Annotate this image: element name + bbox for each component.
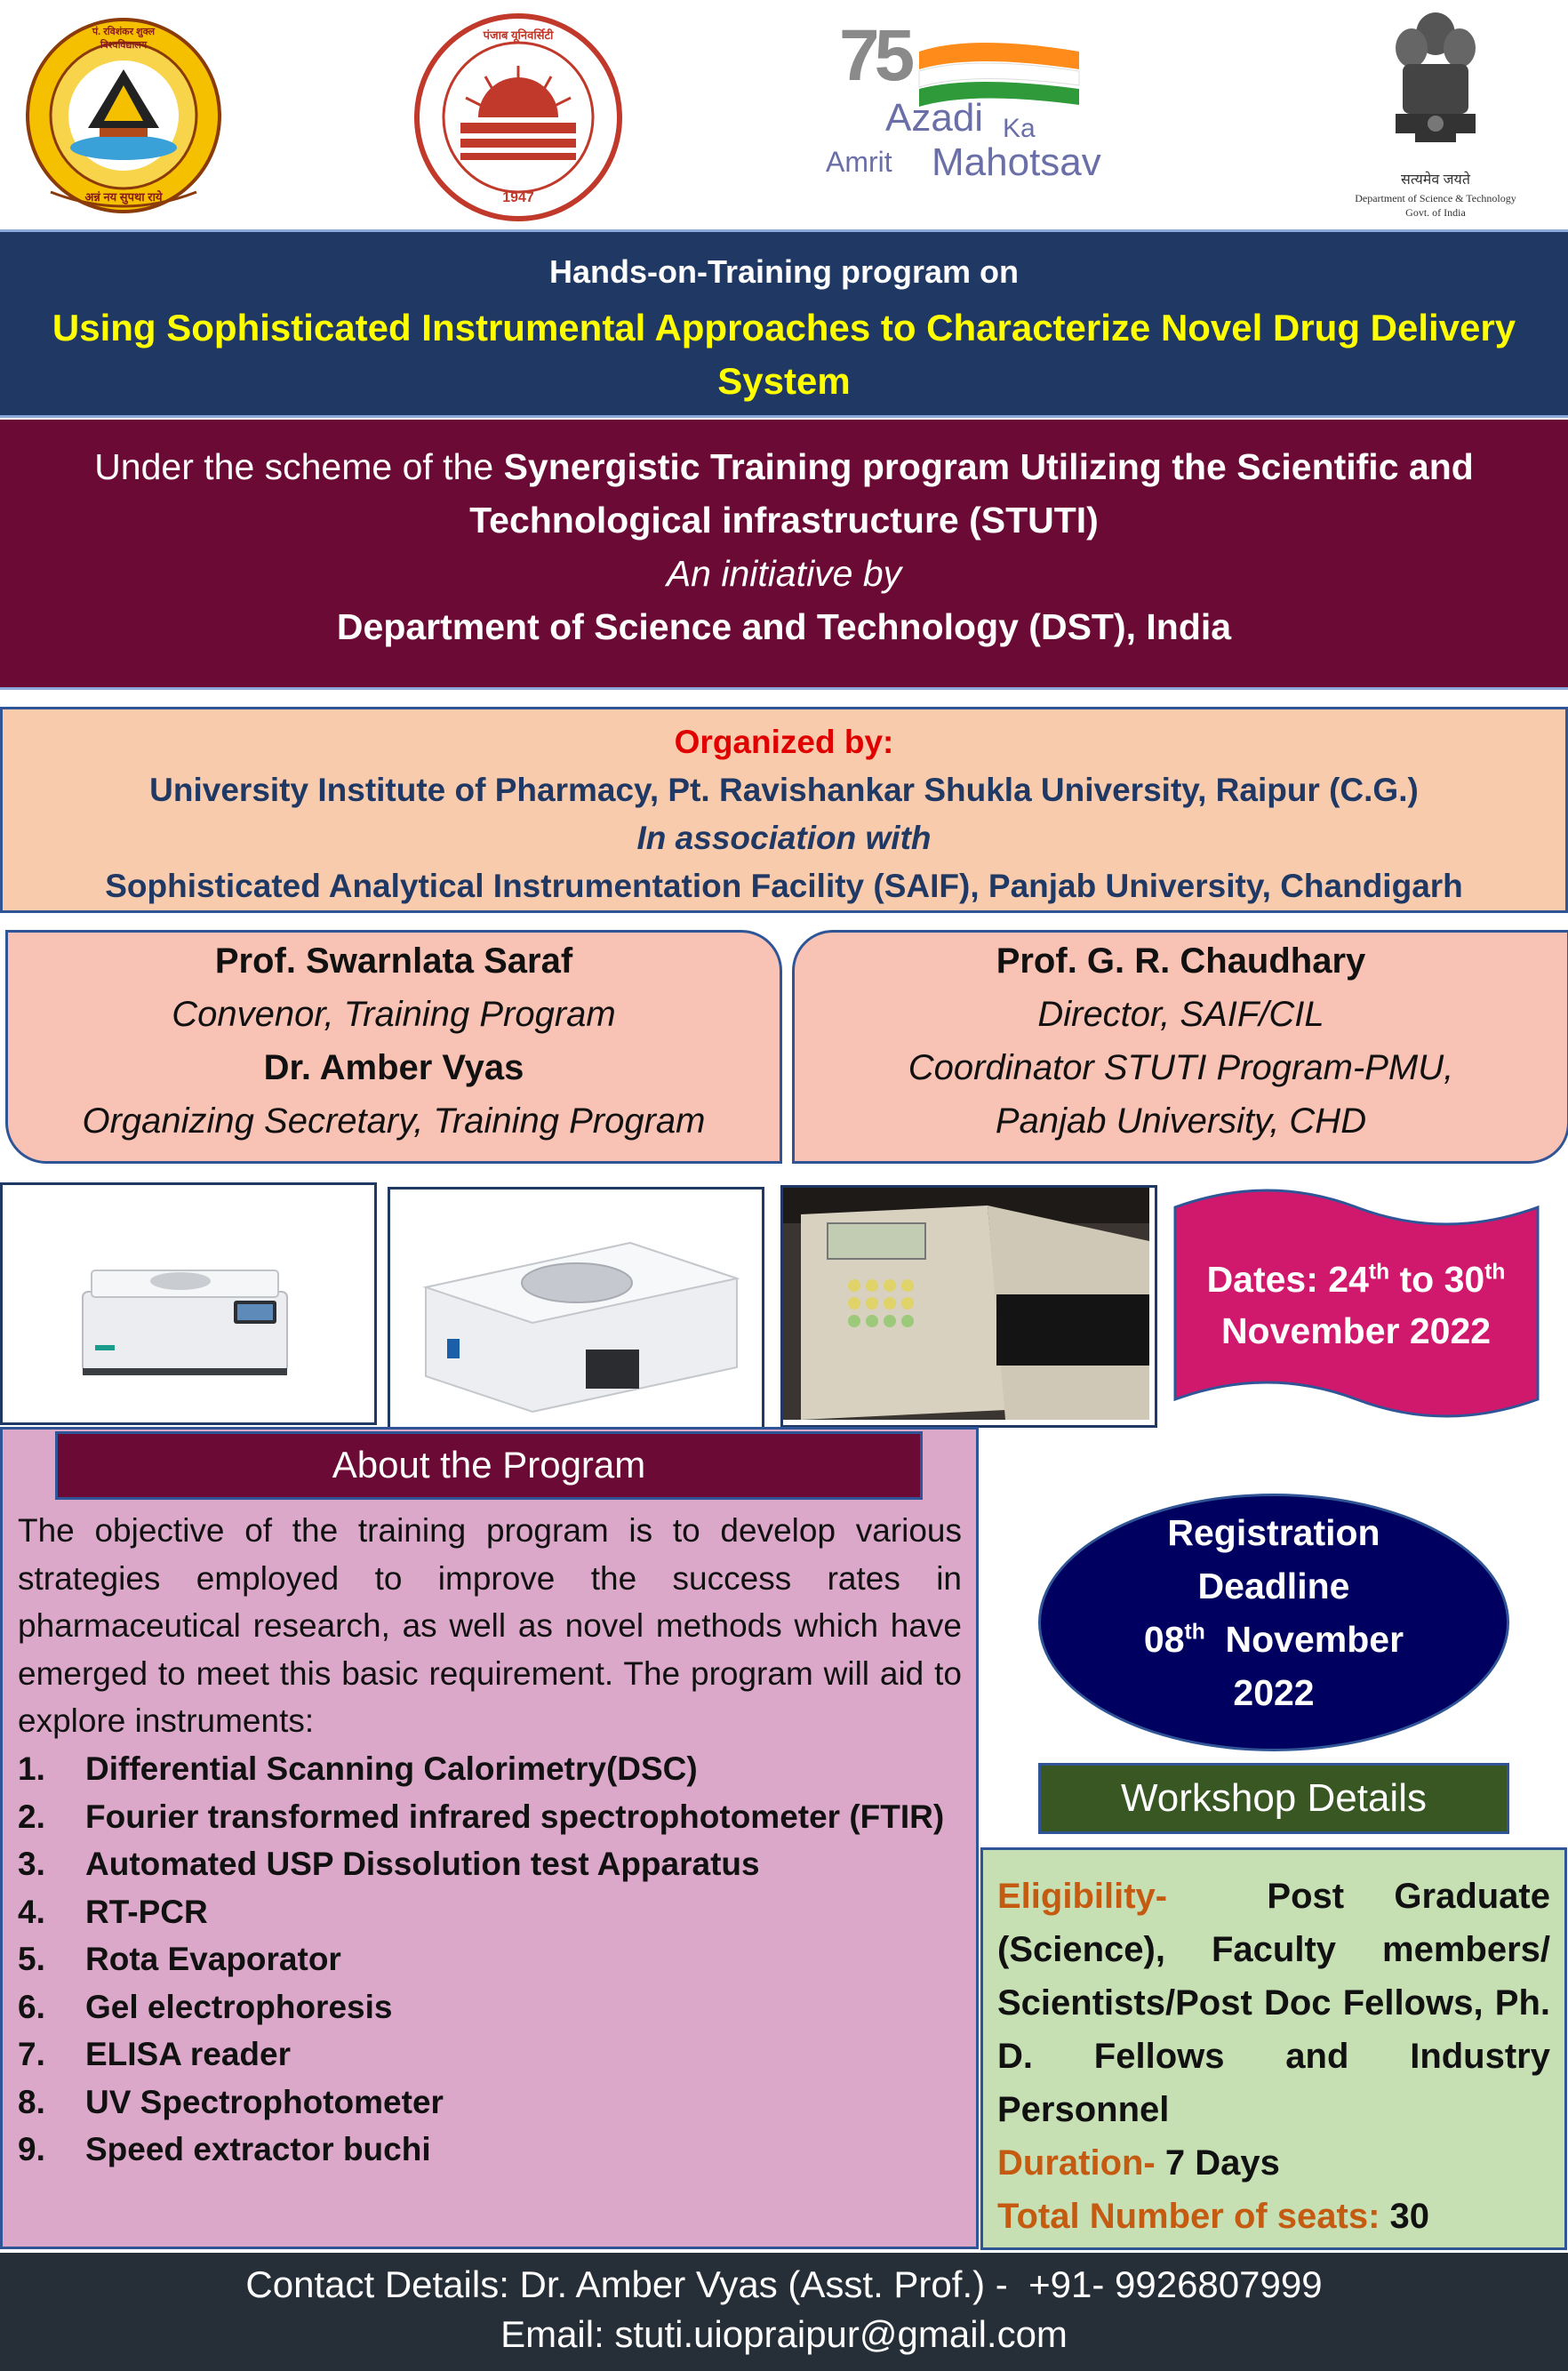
eligibility-text: Post Graduate (Science), Faculty members/ Scientists/Post Doc Fellows, Ph. D. Fellows and Industry Personnel [997,1877,1550,2129]
duration-row [997,2136,1550,2190]
panjab-university-logo [405,12,631,222]
duration-label: Duration- [997,2143,1156,2183]
eligibility-label: Eligibility- [997,1877,1168,1916]
instrument-list [18,1745,960,2174]
logos-row [0,0,1568,229]
azadi-logo-mahotsav-text: Mahotsav [932,140,1101,184]
list-item-label: Automated USP Dissolution test Apparatus [85,1846,760,1882]
deadline-month: November [1204,1619,1404,1660]
scheme-name-part1: Synergistic Training program Utilizing the Scientific and [503,446,1474,487]
dates-end-suffix: th [1484,1260,1506,1285]
prsu-logo-top-text: पं. रविशंकर शुक्ल विश्वविद्यालय [92,27,156,51]
seats-row [997,2190,1550,2243]
azadi-logo-number: 75 [839,15,910,96]
list-item-number: 5. [18,1941,45,1977]
workshop-details-header: Workshop Details [1038,1763,1509,1834]
azadi-logo-ka-text: Ka [1003,114,1036,143]
list-item-number: 9. [18,2131,45,2167]
seats-label: Total Number of seats: [997,2197,1380,2236]
list-item [18,1840,960,1888]
prsu-logo-motto: अन्नं नय सुपथा राये [84,190,163,204]
convenor-role: Convenor, Training Program [172,995,616,1034]
deadline-year: 2022 [1233,1672,1315,1713]
convenor-name: Prof. Swarnlata Saraf [214,941,573,981]
list-item-label: Differential Scanning Calorimetry(DSC) [85,1750,698,1787]
list-item-label: Gel electrophoresis [85,1988,393,2025]
list-item-number: 8. [18,2083,45,2120]
azadi-logo-amrit-text: Amrit [826,146,892,178]
dst-logo-line2: Govt. of India [1405,206,1466,219]
azadi-ka-amrit-mahotsav-logo [821,14,1132,192]
coordinator-role: Coordinator STUTI Program-PMU, [908,1048,1454,1087]
dst-govt-of-india-logo [1324,9,1547,226]
registration-deadline-badge [1038,1494,1509,1751]
list-item-number: 6. [18,1988,45,2025]
list-item [18,1888,960,1936]
organizer-institution: University Institute of Pharmacy, Pt. Ravishankar Shukla University, Raipur (C.G.) [149,772,1419,808]
eligibility-paragraph [997,1870,1550,2136]
convenor-box [5,930,782,1164]
director-university: Panjab University, CHD [995,1101,1367,1141]
list-item-number: 2. [18,1798,45,1835]
scheme-line1 [36,446,1532,488]
duration-value: 7 Days [1155,2143,1280,2183]
dates-start-suffix: th [1368,1260,1390,1285]
list-item [18,1983,960,2031]
list-item [18,1793,960,1841]
list-item-number: 3. [18,1846,45,1882]
dates-line1 [1172,1259,1540,1301]
list-item-label: ELISA reader [85,2036,291,2072]
tga-instrument-image [388,1187,764,1430]
director-name: Prof. G. R. Chaudhary [996,941,1366,981]
prsu-university-logo [15,14,232,220]
organized-by-label: Organized by: [674,724,894,760]
list-item [18,2126,960,2174]
workshop-details-box [980,1847,1567,2250]
organizing-secretary-name: Dr. Amber Vyas [263,1048,524,1087]
deadline-day-suffix: th [1184,1620,1205,1645]
ashoka-emblem-icon [1388,9,1483,160]
wave-banner-shape [1172,1182,1540,1424]
list-item-label: UV Spectrophotometer [85,2083,444,2120]
list-item-label: RT-PCR [85,1893,208,1930]
about-program-header: About the Program [55,1431,923,1500]
organized-by-band [0,707,1568,913]
title-intro: Hands-on-Training program on [549,253,1019,290]
list-item-number: 1. [18,1750,45,1787]
list-item-label: Fourier transformed infrared spectrophotometer (FTIR) [85,1798,945,1835]
scheme-name-part2: Technological infrastructure (STUTI) [469,500,1099,541]
seats-value: 30 [1380,2197,1430,2236]
director-role: Director, SAIF/CIL [1037,995,1324,1034]
panjab-logo-top-text: पंजाब यूनिवर्सिटी [483,28,554,42]
list-item [18,2079,960,2127]
contact-email: Email: stuti.uiopraipur@gmail.com [500,2313,1068,2355]
dates-start: Dates: 24 [1206,1259,1369,1300]
organizing-secretary-role: Organizing Secretary, Training Program [82,1101,706,1141]
dst-logo-motto: सत्यमेव जयते [1401,172,1470,188]
contact-footer [0,2253,1568,2371]
list-item [18,1935,960,1983]
dates-end: to 30 [1389,1259,1485,1300]
director-box [792,930,1568,1164]
list-item-label: Rota Evaporator [85,1941,341,1977]
title-band [0,229,1568,418]
about-program-text: The objective of the training program is to develop various strategies employed to improve the success rates in pharmaceutical research, as well as novel methods which have emerged to meet this basic requirement. The program will aid to explore instruments: [18,1512,962,1739]
contact-details: Contact Details: Dr. Amber Vyas (Asst. Prof.) - +91- 9926807999 [245,2263,1323,2305]
elisa-reader-image [780,1185,1157,1428]
dates-banner [1172,1182,1540,1424]
initiative-label: An initiative by [666,553,902,594]
registration-label: Registration [1167,1512,1380,1553]
associate-institution: Sophisticated Analytical Instrumentation Facility (SAIF), Panjab University, Chandigarh [105,868,1463,904]
dst-logo-line1: Department of Science & Technology [1355,192,1516,204]
dst-department-name: Department of Science and Technology (DST), India [336,606,1232,647]
deadline-label: Deadline [1197,1566,1350,1606]
deadline-date [1041,1619,1507,1661]
list-item [18,2031,960,2079]
list-item-number: 7. [18,2036,45,2072]
deadline-day: 08 [1143,1619,1185,1660]
dates-line2: November 2022 [1220,1310,1492,1351]
list-item-number: 4. [18,1893,45,1930]
dsc-instrument-image [0,1182,377,1425]
list-item-label: Speed extractor buchi [85,2131,431,2167]
panjab-logo-year: 1947 [502,190,534,205]
scheme-band [0,420,1568,690]
program-title: Using Sophisticated Instrumental Approaches to Characterize Novel Drug Delivery System [52,307,1516,402]
association-label: In association with [636,820,932,856]
azadi-logo-azadi-text: Azadi [885,96,984,140]
scheme-prefix: Under the scheme of the [94,446,504,487]
list-item [18,1745,960,1793]
